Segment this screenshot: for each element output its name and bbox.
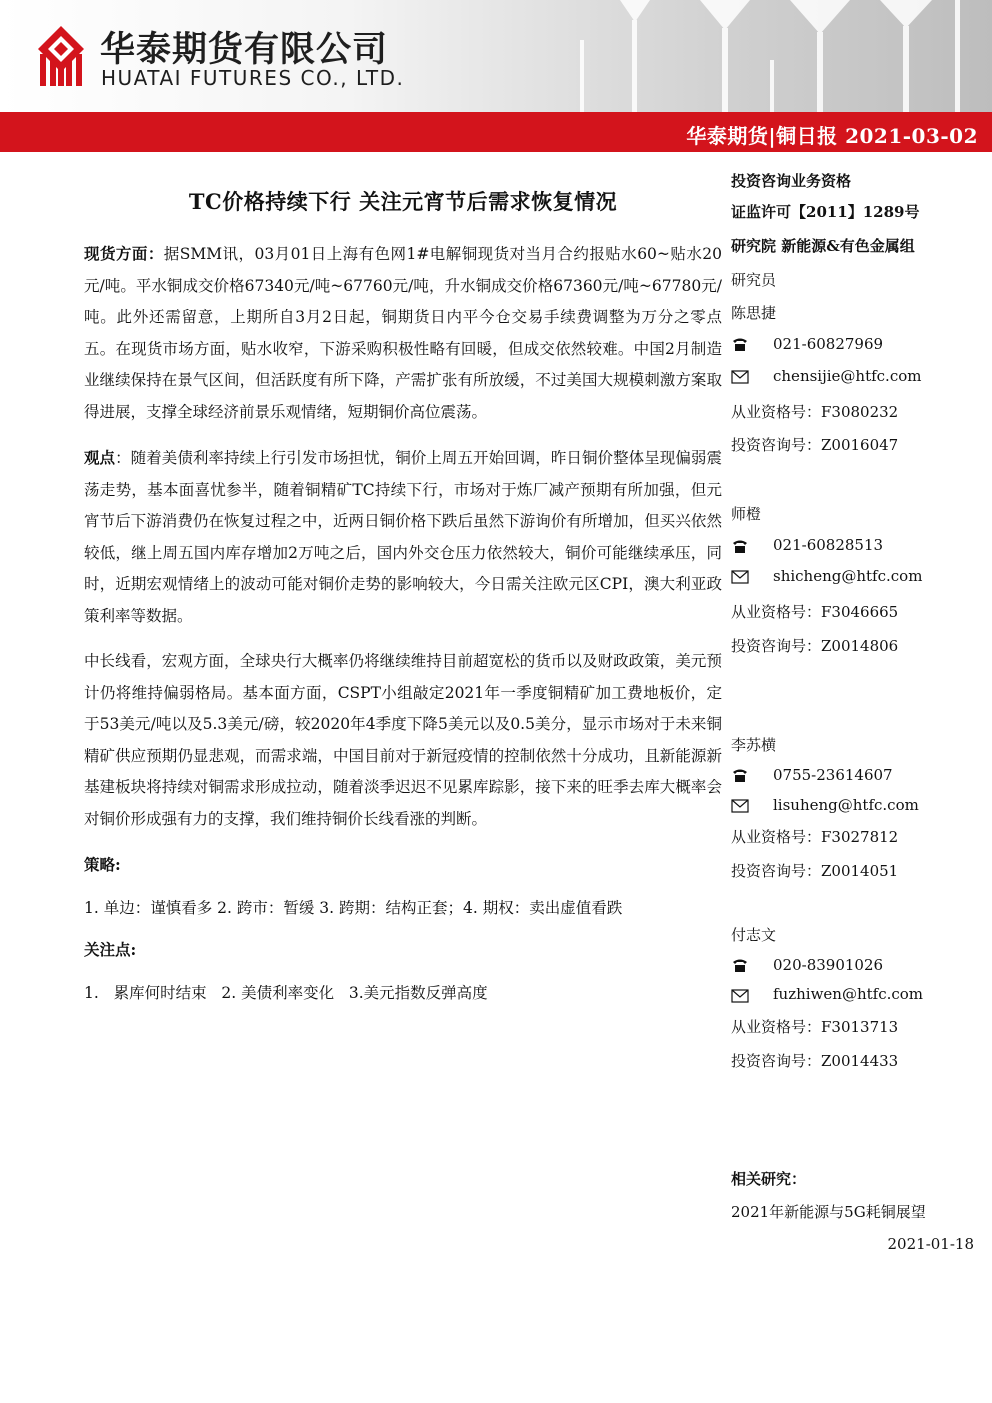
focus-heading: 关注点: [84,940,137,959]
analyst-name: 李苏横 [731,736,777,754]
spot-text: 据SMM讯，03月01日上海有色网1#电解铜现货对当月合约报贴水60~贴水20元/吨。平水铜成交价格67340元/吨~67760元/吨，升水铜成交价格67360元/吨~67780元/吨。此外还需留意，上期所自3月2日起，铜期货日内平今仓交易手续费调整为万分之零点五。在现货市场方面，贴水收窄，下游采购积极性略有回暖，但成交依然较难。中国2月制造业继续保持在景气区间，但活跃度有所下降，产需扩张有所放缓，不过美国大规模刺激方案取得进展，支撑全球经济前景乐观情绪，短期铜价高位震荡。 [84,245,722,421]
analyst-qualification: 从业资格号：F3027812 [731,828,899,846]
license-number: 证监许可【2011】1289号 [731,203,920,221]
analyst-consult-number: 投资咨询号：Z0014051 [731,862,899,880]
analyst-phone: 021-60827969 [773,335,884,353]
analyst-phone: 0755-23614607 [773,766,893,784]
company-name-en: HUATAI FUTURES CO., LTD. [101,66,405,90]
focus-text: 1. 累库何时结束 2. 美债利率变化 3.美元指数反弹高度 [84,983,488,1002]
company-logo-icon [36,24,86,88]
related-research-title[interactable]: 2021年新能源与5G耗铜展望 [731,1203,926,1221]
phone-icon [731,538,749,554]
analyst-email[interactable]: lisuheng@htfc.com [773,796,919,814]
related-research-date: 2021-01-18 [887,1235,974,1253]
view-text: ：随着美债利率持续上行引发市场担忧，铜价上周五开始回调，昨日铜价整体呈现偏弱震荡走势，基本面喜忧参半，随着铜精矿TC持续下行，市场对于炼厂减产预期有所加强，但元宵节后下游消费仍在恢复过程之中，近两日铜价格下跌后虽然下游询价有所增加，但买兴依然较低，继上周五国内库存增加2万吨之后，国内外交仓压力依然较大，铜价可能继续承压，同时，近期宏观情绪上的波动可能对铜价走势的影响较大，今日需关注欧元区CPI，澳大利亚政策利率等数据。 [84,449,722,625]
report-tag: 华泰期货|铜日报 2021-03-02 [686,124,978,148]
email-icon [731,569,749,585]
analyst-phone: 021-60828513 [773,536,884,554]
researcher-label: 研究员 [731,271,777,289]
phone-icon [731,336,749,352]
phone-icon [731,957,749,973]
email-icon [731,369,749,385]
report-title: TC价格持续下行 关注元宵节后需求恢复情况 [188,189,618,214]
main-content [84,168,722,1019]
analyst-name: 师橙 [731,505,762,523]
analyst-email[interactable]: shicheng@htfc.com [773,567,923,585]
analyst-name: 付志文 [731,926,777,944]
header-decoration [560,0,992,112]
analyst-consult-number: 投资咨询号：Z0016047 [731,436,899,454]
analyst-email[interactable]: fuzhiwen@htfc.com [773,985,924,1003]
analyst-qualification: 从业资格号：F3080232 [731,403,899,421]
company-name-cn: 华泰期货有限公司 [100,30,389,70]
strategy-text: 1. 单边：谨慎看多 2. 跨市：暂缓 3. 跨期：结构正套；4. 期权：卖出虚值看跌 [84,898,623,917]
analyst-consult-number: 投资咨询号：Z0014806 [731,637,899,655]
phone-icon [731,767,749,783]
analyst-phone: 020-83901026 [773,956,884,974]
analyst-consult-number: 投资咨询号：Z0014433 [731,1052,899,1070]
qualification-title: 投资咨询业务资格 [731,172,852,190]
department: 研究院 新能源&有色金属组 [731,237,915,255]
analyst-qualification: 从业资格号：F3013713 [731,1018,899,1036]
spot-label: 现货方面： [84,244,164,263]
view-paragraph [84,442,722,632]
view-label: 观点 [84,448,116,467]
page-header [0,0,992,112]
strategy-heading: 策略: [84,855,121,874]
analyst-name: 陈思捷 [731,304,777,322]
spot-paragraph [84,238,722,428]
longterm-paragraph: 中长线看，宏观方面，全球央行大概率仍将继续维持目前超宽松的货币以及财政政策，美元预计仍将维持偏弱格局。基本面方面，CSPT小组敲定2021年一季度铜精矿加工费地板价，定于53美元/吨以及5.3美元/磅，较2020年4季度下降5美元以及0.5美分，显示市场对于未来铜精矿供应预期仍显悲观，而需求端，中国目前对于新冠疫情的控制依然十分成功，且新能源新基建板块将持续对铜需求形成拉动，随着淡季迟迟不见累库踪影，接下来的旺季去库大概率会对铜价形成强有力的支撑，我们维持铜价长线看涨的判断。 [84,652,722,828]
analyst-qualification: 从业资格号：F3046665 [731,603,899,621]
email-icon [731,798,749,814]
report-tag-bar [0,112,992,152]
related-research-label: 相关研究： [731,1170,807,1188]
analyst-email[interactable]: chensijie@htfc.com [773,367,922,385]
email-icon [731,988,749,1004]
